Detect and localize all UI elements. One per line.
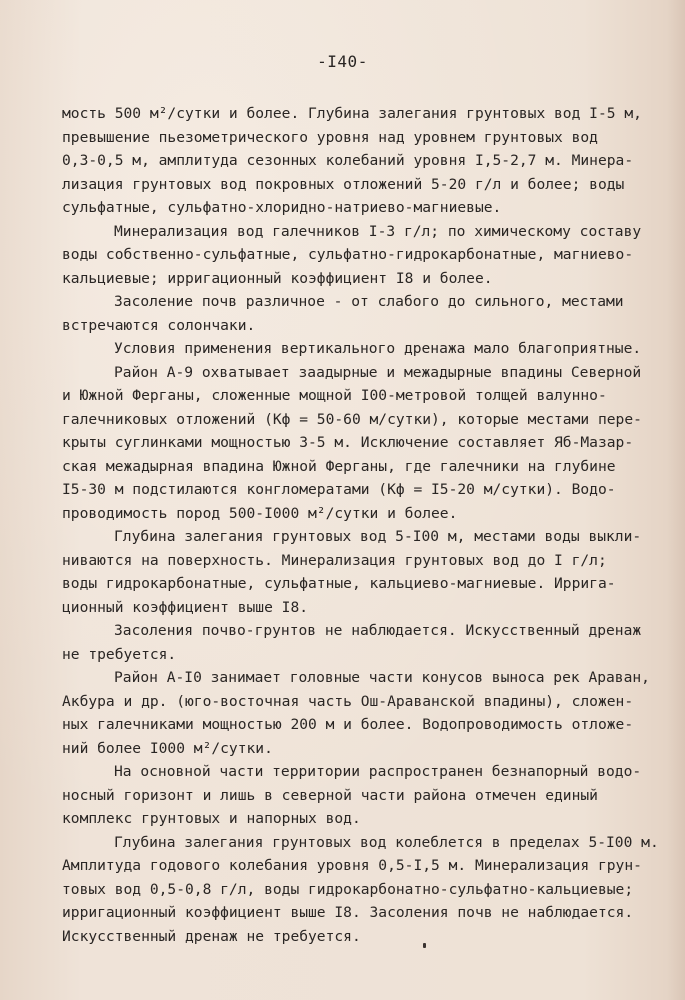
text-line: 0,3-0,5 м, амплитуда сезонных колебаний уровня I,5-2,7 м. Минера- — [62, 152, 634, 169]
text-line: сульфатные, сульфатно-хлоридно-натриево-магниевые. — [62, 199, 502, 216]
text-line: мость 500 м²/сутки и более. Глубина залегания грунтовых вод I-5 м, — [62, 105, 642, 122]
text-line: ниваются на поверхность. Минерализация грунтовых вод до I г/л; — [62, 551, 607, 569]
text-line: Район А-I0 занимает головные части конусов выноса рек Араван, — [114, 669, 650, 686]
text-line: Минерализация вод галечников I-3 г/л; по химическому составу — [114, 222, 642, 240]
text-line: Амплитуда годового колебания уровня 0,5-I,5 м. Минерализация грун- — [62, 857, 642, 874]
text-line: воды собственно-сульфатные, сульфатно-гидрокарбонатные, магниево- — [62, 246, 634, 263]
text-line: ирригационный коэффициент выше I8. Засоления почв не наблюдается. — [62, 904, 634, 921]
text-line: I5-30 м подстилаются конгломератами (Кф = I5-20 м/сутки). Водо- — [62, 481, 616, 498]
text-line: ционный коэффициент выше I8. — [62, 598, 309, 616]
body-text — [62, 102, 674, 948]
ink-mark — [423, 943, 426, 948]
text-line: кальциевые; ирригационный коэффициент I8 и более. — [62, 269, 493, 287]
text-line: превышение пьезометрического уровня над уровнем грунтовых вод — [62, 128, 598, 146]
text-line: комплекс грунтовых и напорных вод. — [62, 810, 361, 827]
text-line: Акбура и др. (юго-восточная часть Ош-Араванской впадины), сложен- — [62, 692, 634, 710]
text-line: Глубина залегания грунтовых вод 5-I00 м, местами воды выкли- — [114, 528, 642, 545]
text-line: Засоления почво-грунтов не наблюдается. Искусственный дренаж — [114, 622, 642, 639]
text-line: ская межадырная впадина Южной Ферганы, где галечники на глубине — [62, 457, 616, 475]
page-edge-shadow — [667, 0, 685, 1000]
text-line: ний более I000 м²/сутки. — [62, 739, 273, 757]
text-line: Район А-9 охватывает заадырные и межадырные впадины Северной — [114, 363, 642, 381]
text-line: товых вод 0,5-0,8 г/л, воды гидрокарбонатно-сульфатно-кальциевые; — [62, 880, 634, 898]
text-line: и Южной Ферганы, сложенные мощной I00-метровой толщей валунно- — [62, 387, 607, 404]
text-line: носный горизонт и лишь в северной части района отмечен единый — [62, 786, 598, 804]
text-line: На основной части территории распространен безнапорный водо- — [114, 763, 642, 780]
page-number: -I40- — [317, 52, 368, 71]
text-line: лизация грунтовых вод покровных отложений 5-20 г/л и более; воды — [62, 175, 625, 193]
text-line: встречаются солончаки. — [62, 316, 256, 334]
text-line: галечниковых отложений (Кф = 50-60 м/сутки), которые местами пере- — [62, 410, 642, 428]
text-line: Засоление почв различное - от слабого до сильного, местами — [114, 293, 624, 310]
text-line: воды гидрокарбонатные, сульфатные, кальциево-магниевые. Ирригa- — [62, 575, 616, 592]
text-line: ных галечниками мощностью 200 м и более. Водопроводимость отложе- — [62, 716, 634, 733]
text-line: крыты суглинками мощностью 3-5 м. Исключение составляет Яб-Мазар- — [62, 434, 634, 451]
text-line: Искусственный дренаж не требуется. — [62, 927, 361, 945]
text-line: не требуется. — [62, 645, 177, 663]
text-line: Глубина залегания грунтовых вод колеблется в пределах 5-I00 м. — [114, 833, 659, 851]
text-line: Условия применения вертикального дренажа мало благоприятные. — [114, 340, 642, 357]
text-line: проводимость пород 500-I000 м²/сутки и более. — [62, 504, 458, 522]
